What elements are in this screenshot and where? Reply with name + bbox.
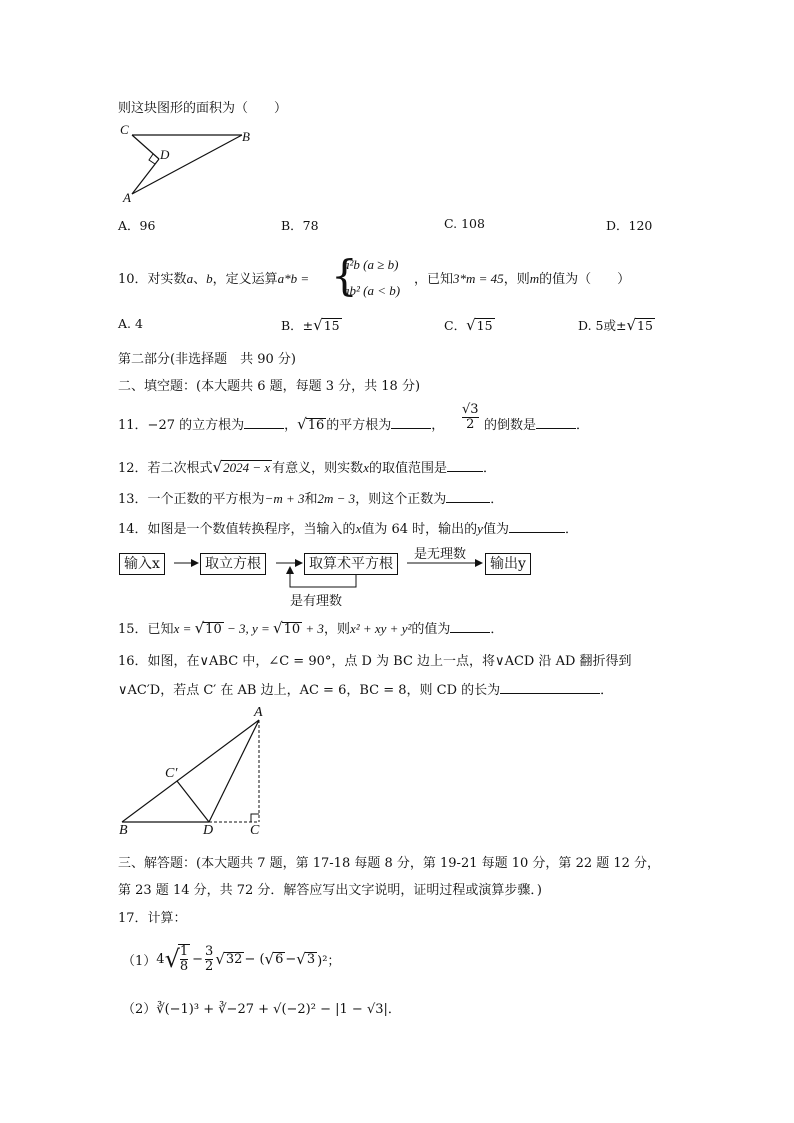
q17-part2 [122,998,401,1017]
q15-blank[interactable] [450,620,490,633]
q17-p1-r6: 6 [275,952,284,967]
q17-p1-fraction-2 [205,945,213,974]
q12-blank[interactable] [447,459,483,472]
q14-line [118,518,578,537]
q16-text: ∨AC′D，若点 C′ 在 AB 边上，AC = 6，BC = 8，则 CD 的长为 [118,683,501,698]
q10-choice-d-label: D. 5或± [578,318,627,333]
q10-text: ，已知 [414,272,454,287]
q11-fraction-den: 2 [466,417,475,432]
q11-line: 11．−27 的立方根为 ，√16 的平方根为 ， [118,415,445,433]
section2-heading: 二、填空题：(本大题共 6 题，每题 3 分，共 18 分) [118,379,421,394]
q13-number: 13． [118,492,148,507]
q9-label-D: D [160,147,170,162]
q17-p1-f2-num: 3 [205,943,214,959]
q17-p1-text: − ( [244,951,265,967]
q17-p2-label: （2） [122,1002,157,1017]
q10-var-b: b [206,271,213,286]
q11-blank-1[interactable] [244,416,284,429]
q9-label-A: A [123,190,131,205]
q11-text: ， [284,418,298,433]
q9-question-tail: 则这块图形的面积为（ ） [118,101,288,116]
q9-choice-d: D．120 [606,218,653,233]
q11-text: ， [431,418,445,433]
q15-text: 已知 [147,622,174,637]
section3-heading-line-1: 三、解答题：(本大题共 7 题，第 17-18 每题 8 分，第 19-21 每题 10 分，第 22 题 12 分， [118,856,661,871]
q10-choice-a: A. 4 [118,316,143,331]
q10-operator: a*b = [277,271,310,286]
q14-text: ． [564,522,578,537]
q9-choice-b: B．78 [281,218,319,233]
q11-fraction [462,403,479,432]
q10-case1: a²b (a ≥ b) [343,257,399,272]
q15-expr: − 3, y = [223,621,274,636]
part2-heading: 第二部分(非选择题 共 90 分) [118,352,296,367]
q15-text: ． [490,622,504,637]
q11-line-end [484,414,589,433]
q10-choice-b-radicand: 15 [323,318,340,333]
q17-p1-r32: 32 [225,952,243,967]
q17-title: 17．计算： [118,911,187,926]
q14-var-x: x [355,521,362,536]
q10-text: ，则 [503,272,530,287]
q10-brace: { [331,251,358,300]
q16-label-B: B [119,823,128,838]
q9-choice-c: C. 108 [444,216,485,231]
q10-choice-c-label: C． [444,318,467,333]
q11-fraction-num: √3 [462,402,479,417]
q17-p1-text: − [285,951,297,967]
q10-choice-c: C．√15 [444,316,493,334]
q16-line-2 [118,679,613,698]
q17-p1-r3: 3 [306,952,316,967]
q10-sep: 、 [193,272,207,287]
q16-label-C: C [250,823,260,838]
q17-p2-op: + [253,1002,274,1017]
q15-text: 的值为 [411,622,451,637]
q17-p1-f1-num: 1 [179,944,189,959]
q14-flow-cube-root: 取立方根 [200,553,266,575]
q14-var-y: y [477,521,483,536]
q10-var-a: a [186,271,194,286]
q10-choice-c-radicand: 15 [476,318,493,333]
q14-flow-input: 输入x [119,553,165,575]
q17-p1-text: )²； [317,953,341,969]
q17-p1-label: （1） [122,953,157,969]
q10-var-m: m [529,271,540,286]
q12-text: 的取值范围是 [368,461,447,476]
q15-text: ，则 [323,622,350,637]
q9-label-C: C [120,122,129,137]
q12-text: 有意义，则实数 [272,461,364,476]
q10-choice-d: D. 5或±√15 [578,316,653,334]
q10-choice-d-radicand: 15 [637,318,653,333]
q10-choice-b: B．±√15 [281,316,340,334]
q15-radicand-1: 10 [205,622,222,637]
q10-choice-b-label: B．± [281,318,314,333]
q13-expr1: −m + 3 [264,491,305,506]
q16-blank[interactable] [500,681,600,694]
q10-condition: 3*m = 45 [453,271,504,286]
q15-line: 15．已知x = √10 − 3, y = √10 + 3，则x² + xy + y²的值为 ． [118,619,504,637]
q14-text: 值为 [482,522,509,537]
q11-radicand: 16 [307,418,325,433]
q10-text: 的值为（ ） [539,272,631,287]
q12-text: 若二次根式 [147,461,213,476]
q11-number: 11． [118,418,148,433]
q17-p1-minus: − [192,951,204,967]
q15-radicand-2: 10 [283,622,301,637]
q17-p1-fraction-1 [178,944,190,974]
q14-text: 值为 64 时，输出的 [361,522,478,537]
q17-p2-term-2: ∛−27 [218,1002,254,1017]
q13-text: 和 [304,492,318,507]
q17-p2-term-1: ∛(−1)³ [156,1002,200,1017]
q12-line: 12．若二次根式√2024 − x 有意义，则实数x的取值范围是 ． [118,458,496,476]
section3-heading-line-2: 第 23 题 14 分，共 72 分．解答应写出文字说明，证明过程或演算步骤．) [118,883,542,898]
q16-label-D: D [203,823,214,838]
q12-text: ． [482,461,496,476]
q15-expr: + 3 [302,621,324,636]
q14-flow-rational-label: 是有理数 [290,594,343,609]
q10-line-rest [414,268,630,287]
q12-radicand: 2024 − x [223,460,271,475]
q13-blank[interactable] [446,490,490,503]
q16-label-Cprime: C′ [165,766,178,781]
q13-text: 一个正数的平方根为 [147,492,265,507]
q9-label-B: B [242,129,250,144]
q14-number: 14． [118,522,148,537]
q16-text: ． [600,683,614,698]
q15-expr2: x² + xy + y² [349,621,412,636]
q13-line [118,488,503,507]
q16-label-A: A [254,705,263,720]
q9-choice-a: A．96 [118,218,156,233]
q10-number: 10． [118,272,148,287]
q11-blank-2[interactable] [391,416,431,429]
q14-text: 如图是一个数值转换程序，当输入的 [147,522,356,537]
q14-flow-output: 输出y [485,553,531,575]
q9-triangle-figure [112,118,262,210]
q16-line-1: 16．如图，在∨ABC 中，∠C = 90°，点 D 为 BC 边上一点，将∨ACD 沿 AD 翻折得到 [118,654,632,669]
q12-var-x: x [363,460,369,475]
q10-text: ，定义运算 [212,272,278,287]
q13-expr2: 2m − 3 [317,491,356,506]
q11-text: −27 的立方根为 [147,418,245,433]
q17-p1-f1-den: 8 [179,959,189,974]
q17-p1-coef: 4 [156,951,165,967]
q11-text: ． [576,418,590,433]
q17-p2-end: ． [387,1002,401,1017]
q13-text: ，则这个正数为 [355,492,447,507]
q17-p2-op: − [315,1002,336,1017]
q14-flow-square-root: 取算术平方根 [304,553,398,575]
q17-p2-op: + [199,1002,219,1017]
q11-text: 的平方根为 [326,418,392,433]
q10-text: 对实数 [147,272,187,287]
q10-line [118,268,309,287]
q17-p1-f2-den: 2 [205,958,214,974]
q15-number: 15． [118,622,148,637]
q14-flow-irrational-label: 是无理数 [414,547,467,562]
q10-case2: ab² (a < b) [343,283,401,298]
q14-blank[interactable] [509,520,565,533]
q15-expr: x = [173,621,195,636]
q11-blank-3[interactable] [536,416,576,429]
q11-text: 的倒数是 [484,418,537,433]
q12-number: 12． [118,461,148,476]
q17-p2-term-3: √(−2)² [273,1002,316,1017]
q17-part1: （1） 4 √ $\frac{1}{8}$ − $\frac{3}{2}$ √ 32 − ( √ 6 − √ 3 )²； [122,943,341,974]
q17-p2-term-4: |1 − √3| [335,1002,388,1017]
q13-text: ． [490,492,504,507]
